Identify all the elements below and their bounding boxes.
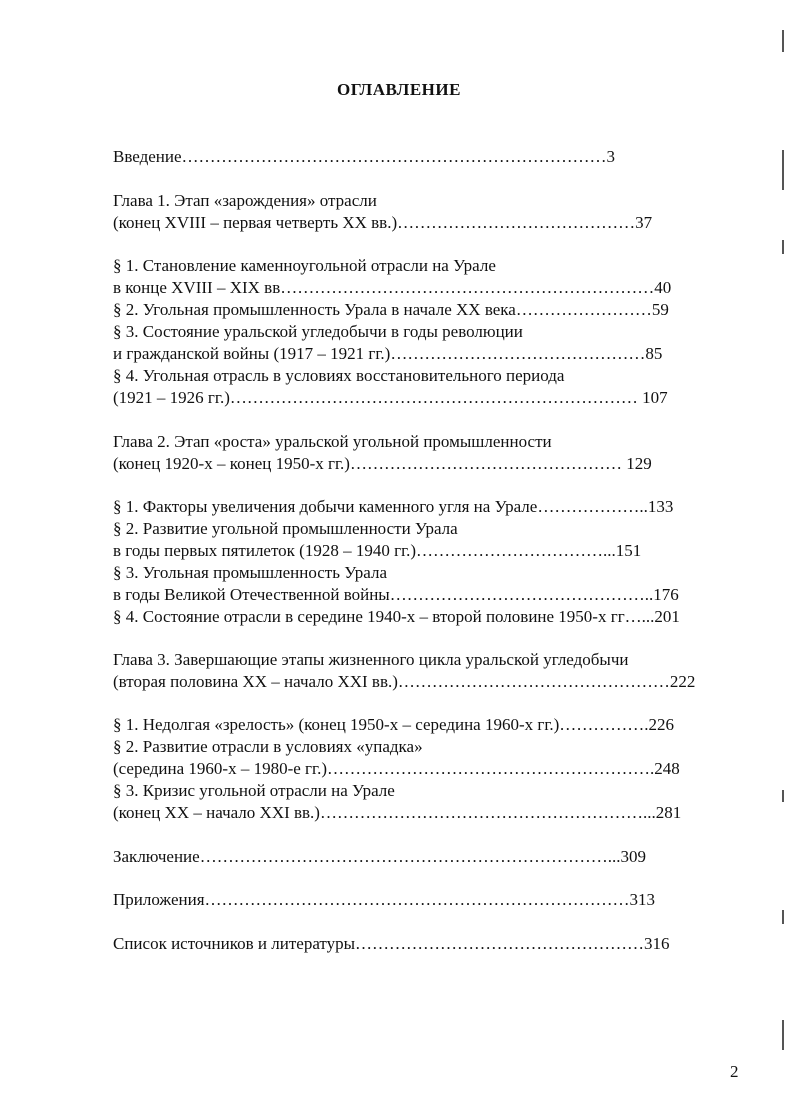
toc-entry-conclusion: Заключение………………………………………………………………...309 bbox=[113, 847, 646, 866]
toc-section-1-4-title: § 4. Угольная отрасль в условиях восстановительного периода bbox=[113, 366, 565, 385]
toc-section-1-4-page: (1921 – 1926 гг.)……………………………………………………………… 107 bbox=[113, 388, 668, 407]
toc-section-3-1: § 1. Недолгая «зрелость» (конец 1950-х – середина 1960-х гг.)…………….226 bbox=[113, 715, 675, 734]
toc-chapter-1-period: (конец XVIII – первая четверть XX вв.)……………………………………37 bbox=[113, 213, 653, 232]
page-title: ОГЛАВЛЕНИЕ bbox=[337, 80, 461, 99]
scan-edge-mark bbox=[782, 790, 784, 802]
toc-section-1-3-title: § 3. Состояние уральской угледобычи в годы революции bbox=[113, 322, 523, 341]
toc-section-3-2-title: § 2. Развитие отрасли в условиях «упадка» bbox=[113, 737, 423, 756]
toc-section-2-2-page: в годы первых пятилеток (1928 – 1940 гг.)……………………………...151 bbox=[113, 541, 642, 560]
toc-section-2-2-title: § 2. Развитие угольной промышленности Урала bbox=[113, 519, 458, 538]
scan-edge-mark bbox=[782, 240, 784, 254]
scan-edge-mark bbox=[782, 910, 784, 924]
toc-chapter-2-title: Глава 2. Этап «роста» уральской угольной промышленности bbox=[113, 432, 552, 451]
scan-edge-mark bbox=[782, 30, 784, 52]
toc-section-3-3-title: § 3. Кризис угольной отрасли на Урале bbox=[113, 781, 395, 800]
scan-edge-mark bbox=[782, 150, 784, 190]
toc-chapter-2-period: (конец 1920-х – конец 1950-х гг.)………………………………………… 129 bbox=[113, 454, 652, 473]
toc-chapter-3-period: (вторая половина XX – начало XXI вв.)…………………………………………222 bbox=[113, 672, 696, 691]
scan-edge-mark bbox=[782, 1020, 784, 1050]
toc-chapter-1-title: Глава 1. Этап «зарождения» отрасли bbox=[113, 191, 377, 210]
toc-section-1-1-page: в конце XVIII – XIX вв…………………………………………………………40 bbox=[113, 278, 672, 297]
toc-section-2-3-page: в годы Великой Отечественной войны………………………………………..176 bbox=[113, 585, 679, 604]
toc-section-1-1-title: § 1. Становление каменноугольной отрасли на Урале bbox=[113, 256, 496, 275]
toc-section-1-2: § 2. Угольная промышленность Урала в начале XX века……………………59 bbox=[113, 300, 669, 319]
toc-section-2-4: § 4. Состояние отрасли в середине 1940-х – второй половине 1950-х гг…...201 bbox=[113, 607, 680, 626]
toc-section-1-3-page: и гражданской войны (1917 – 1921 гг.)………………………………………85 bbox=[113, 344, 663, 363]
toc-section-2-3-title: § 3. Угольная промышленность Урала bbox=[113, 563, 388, 582]
toc-entry-appendices: Приложения…………………………………………………………………313 bbox=[113, 890, 656, 909]
toc-section-3-3-page: (конец XX – начало XXI вв.)…………………………………………………...281 bbox=[113, 803, 682, 822]
toc-section-2-1: § 1. Факторы увеличения добычи каменного угля на Урале………………..133 bbox=[113, 497, 674, 516]
toc-section-3-2-page: (середина 1960-х – 1980-е гг.)………………………………………………….248 bbox=[113, 759, 680, 778]
toc-entry-sources: Список источников и литературы……………………………………………316 bbox=[113, 934, 670, 953]
toc-entry-introduction: Введение…………………………………………………………………3 bbox=[113, 147, 616, 166]
page-number: 2 bbox=[730, 1062, 739, 1081]
toc-chapter-3-title: Глава 3. Завершающие этапы жизненного цикла уральской угледобычи bbox=[113, 650, 629, 669]
